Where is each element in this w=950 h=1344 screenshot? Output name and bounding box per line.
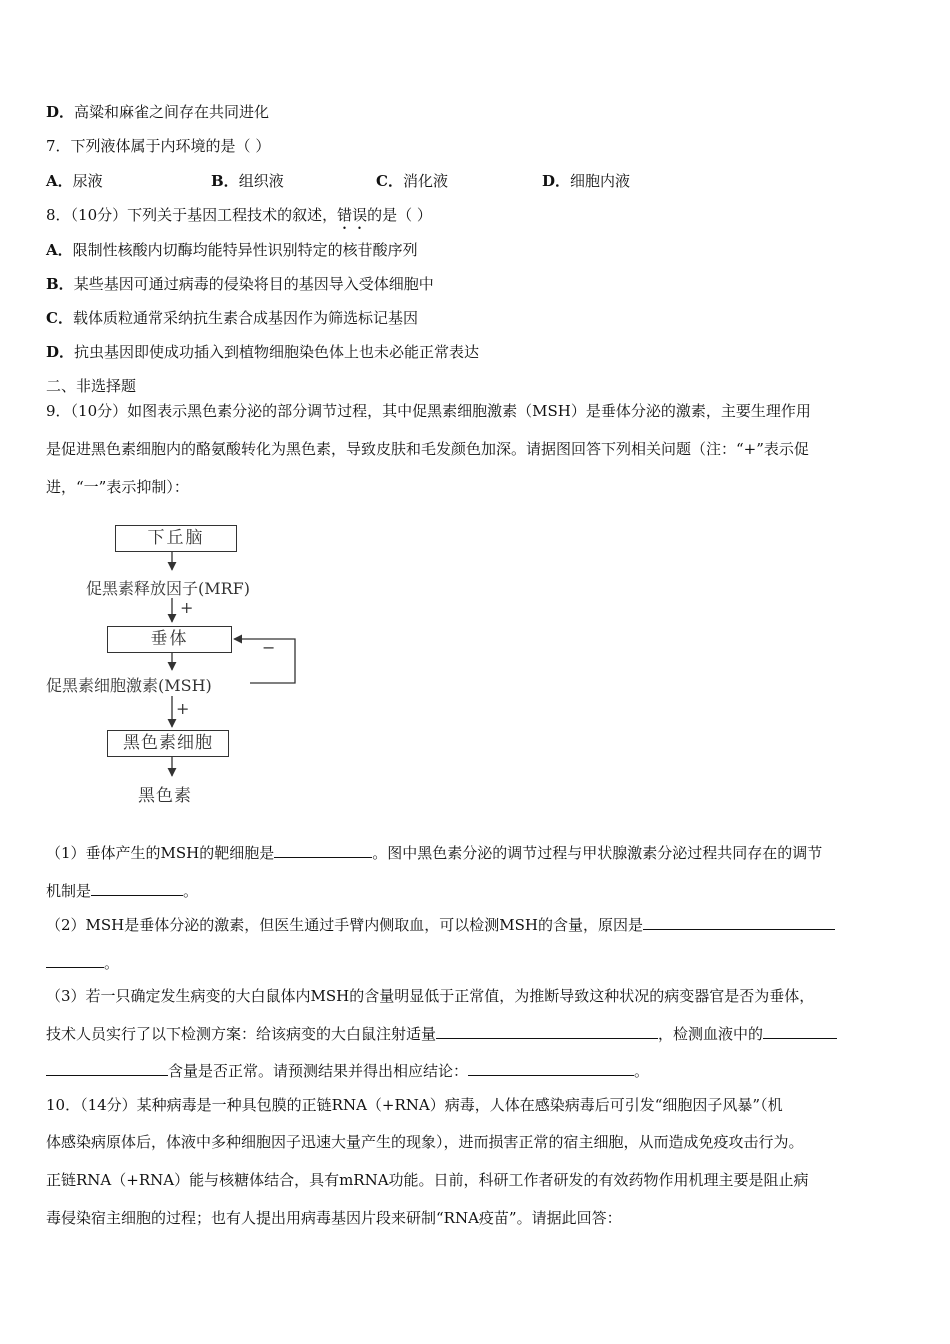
option-text: 消化液 [402, 172, 448, 190]
sub-text: 机制是 [46, 882, 92, 900]
msh-label: 促黑素细胞激素(MSH) [46, 676, 212, 695]
answer-blank[interactable] [46, 1060, 168, 1076]
question-9-line-1: 9．（10分）如图表示黑色素分泌的部分调节过程，其中促黑素细胞激素（MSH）是垂体分泌的激素，主要生理作用 [46, 402, 811, 420]
answer-blank[interactable] [468, 1060, 634, 1076]
melanocyte-box: 黑色素细胞 [107, 730, 229, 757]
emphasis-text: 错误 [337, 206, 368, 224]
question-7-stem: 7．下列液体属于内环境的是（ ） [46, 137, 271, 155]
mrf-label: 促黑素释放因子(MRF) [86, 579, 251, 598]
answer-blank[interactable] [91, 880, 183, 896]
option-key: C． [376, 172, 403, 190]
option-text: 某些基因可通过病毒的侵染将目的基因导入受体细胞中 [73, 275, 434, 293]
sub-text: （2）MSH是垂体分泌的激素，但医生通过手臂内侧取血，可以检测MSH的含量，原因是 [46, 916, 643, 934]
sub-text: 含量是否正常。请预测结果并得出相应结论： [168, 1062, 469, 1080]
option-key: A． [46, 172, 73, 190]
sub-text: 。 [634, 1062, 650, 1080]
question-9-sub-3-line-2 [46, 1023, 837, 1044]
answer-blank[interactable] [436, 1023, 658, 1039]
option-text: 细胞内液 [570, 172, 631, 190]
sub-text: 技术人员实行了以下检测方案：给该病变的大白鼠注射适量 [46, 1025, 437, 1043]
option-text: 尿液 [72, 172, 103, 190]
question-9-sub-3-line-1: （3）若一只确定发生病变的大白鼠体内MSH的含量明显低于正常值，为推断导致这种状况的病变器官是否为垂体， [46, 987, 815, 1005]
option-key: A． [46, 241, 73, 259]
stem-text: 8．（10分）下列关于基因工程技术的叙述， [46, 206, 338, 224]
sub-text: ，检测血液中的 [658, 1025, 764, 1043]
option-text: 组织液 [238, 172, 284, 190]
answer-blank[interactable] [274, 842, 372, 858]
plus-sign-1: + [180, 598, 194, 617]
section-heading: 二、非选择题 [46, 377, 137, 395]
question-9-sub-1-line-1 [46, 842, 822, 863]
option-text: 抗虫基因即使成功插入到植物细胞染色体上也未必能正常表达 [74, 343, 480, 361]
pituitary-box: 垂体 [107, 626, 232, 653]
question-10-line-3: 正链RNA（+RNA）能与核糖体结合，具有mRNA功能。日前，科研工作者研发的有效药物作用机理主要是阻止病 [46, 1171, 809, 1189]
option-key: C． [46, 309, 73, 327]
question-10-line-1: 10．（14分）某种病毒是一种具包膜的正链RNA（+RNA）病毒，人体在感染病毒后可引发“细胞因子风暴”（机 [46, 1096, 783, 1114]
hypothalamus-box: 下丘脑 [115, 525, 237, 552]
question-9-line-3: 进，“一”表示抑制）： [46, 478, 189, 496]
stem-text-end: 的是（ ） [367, 206, 432, 224]
answer-blank[interactable] [763, 1023, 837, 1039]
option-text: 载体质粒通常采纳抗生素合成基因作为筛选标记基因 [72, 309, 418, 327]
question-9-sub-3-line-3 [46, 1060, 649, 1081]
melanin-label: 黑色素 [138, 786, 192, 806]
plus-sign-2: + [176, 699, 190, 718]
sub-text: （1）垂体产生的MSH的靶细胞是 [46, 844, 275, 862]
option-text: 高粱和麻雀之间存在共同进化 [74, 103, 270, 121]
option-key: B． [211, 172, 239, 190]
question-9-sub-2-line-1 [46, 914, 835, 935]
answer-blank[interactable] [643, 914, 835, 930]
answer-blank[interactable] [46, 952, 104, 968]
sub-text: 。 [104, 954, 120, 972]
option-key: B． [46, 275, 74, 293]
option-key: D． [46, 343, 75, 361]
option-key: D． [46, 103, 75, 121]
question-9-sub-1-line-2 [46, 880, 198, 901]
sub-text: 。图中黑色素分泌的调节过程与甲状腺激素分泌过程共同存在的调节 [372, 844, 823, 862]
question-9-line-2: 是促进黑色素细胞内的酪氨酸转化为黑色素，导致皮肤和毛发颜色加深。请据图回答下列相关问题（注：“+”表示促 [46, 440, 809, 458]
sub-text: 。 [183, 882, 199, 900]
question-10-line-4: 毒侵染宿主细胞的过程；也有人提出用病毒基因片段来研制“RNA疫苗”。请据此回答： [46, 1209, 622, 1227]
question-10-line-2: 体感染病原体后，体液中多种细胞因子迅速大量产生的现象），进而损害正常的宿主细胞，从而造成免疫攻击行为。 [46, 1133, 804, 1151]
question-9-sub-2-line-2 [46, 952, 119, 973]
minus-sign: − [262, 638, 276, 657]
option-text: 限制性核酸内切酶均能特异性识别特定的核苷酸序列 [72, 241, 418, 259]
option-key: D． [542, 172, 571, 190]
